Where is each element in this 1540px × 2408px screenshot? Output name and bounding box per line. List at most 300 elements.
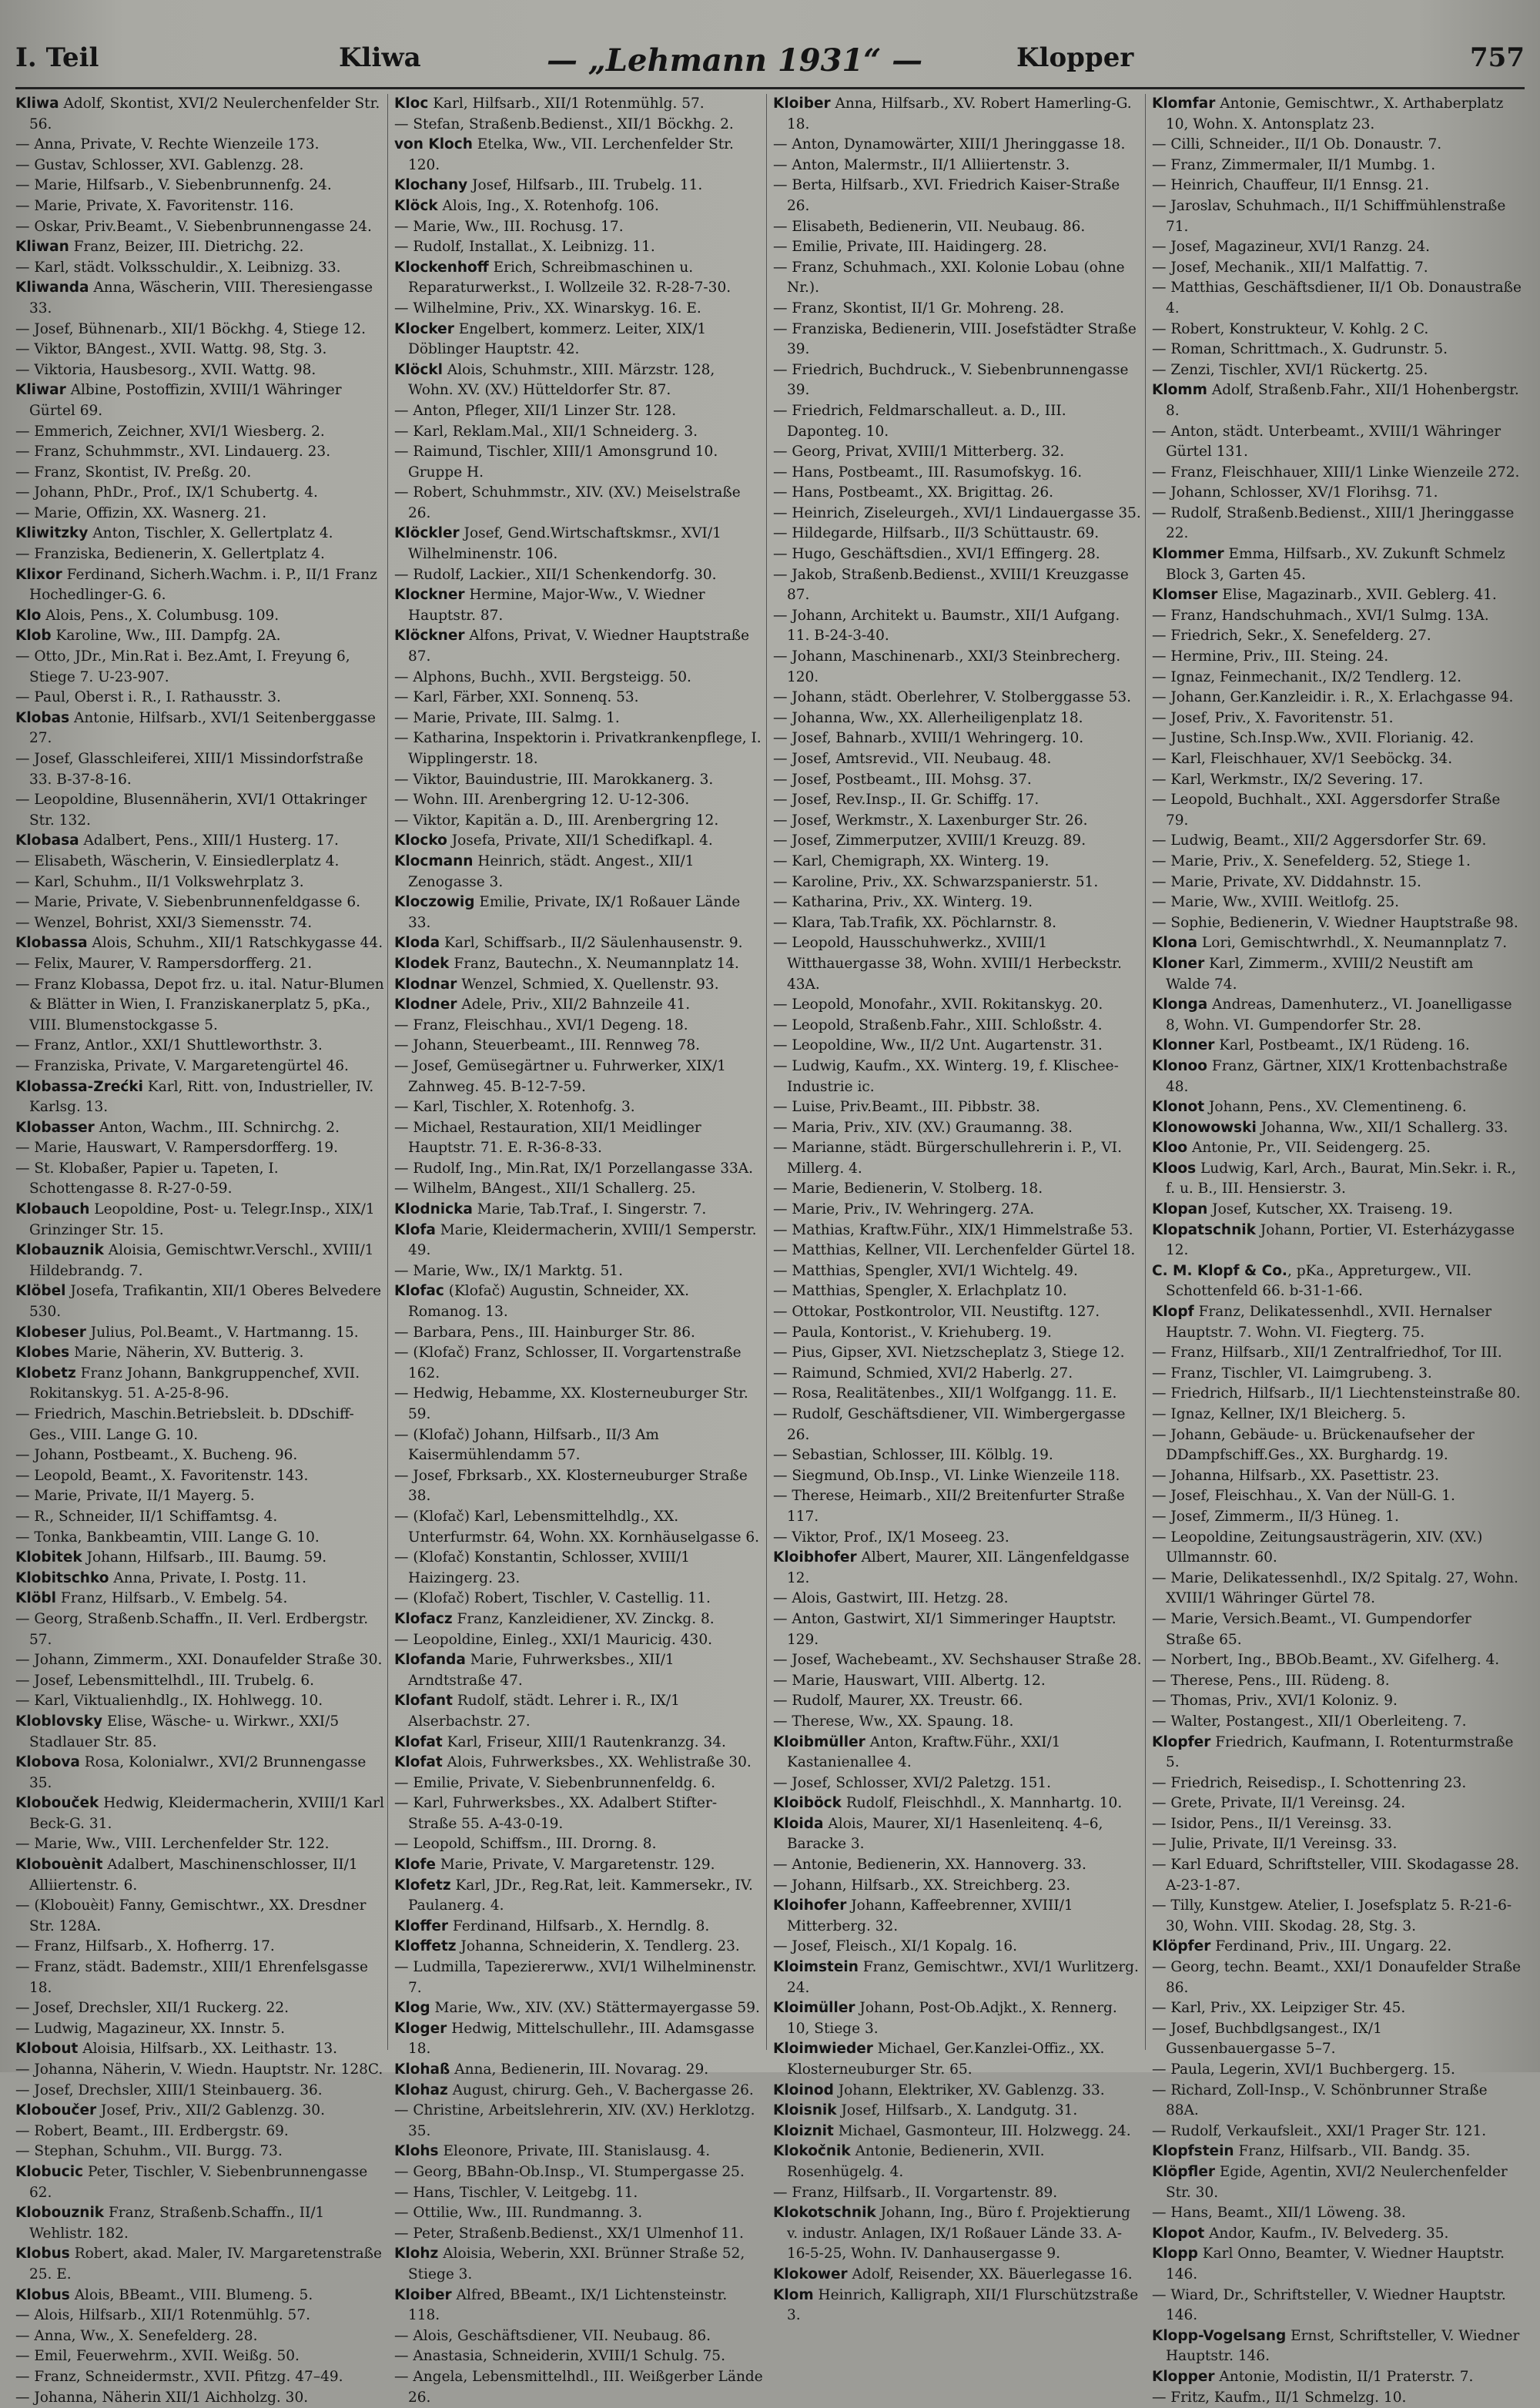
entry-text: — Maria, Priv., XIV. (XV.) Graumanng. 38. <box>773 1120 1073 1136</box>
page-header <box>15 42 1525 89</box>
entry-text: — Leopold, Monofahr., XVII. Rokitanskyg. 20. <box>773 996 1103 1013</box>
directory-entry <box>15 1896 384 1937</box>
directory-entry <box>1152 1118 1522 1139</box>
entry-text: — Franz, Schuhmach., XXI. Kolonie Lobau (ohne Nr.). <box>773 260 1125 296</box>
entry-text: — Marianne, städt. Bürgerschullehrerin i. P., VI. Millerg. 4. <box>773 1140 1122 1177</box>
directory-entry <box>773 258 1142 299</box>
entry-text: Etelka, Ww., VII. Lerchenfelder Str. 120. <box>408 136 734 173</box>
entry-text: — Karl, Schuhm., II/1 Volkswehrplatz 3. <box>15 874 304 890</box>
entry-surname: Klopot <box>1152 2225 1204 2242</box>
directory-entry <box>773 1445 1142 1466</box>
entry-surname: Klobas <box>15 710 69 726</box>
entry-text: Rudolf, städt. Lehrer i. R., IX/1 Alserbachstr. 27. <box>408 1693 680 1730</box>
entry-text: — Hermine, Priv., III. Steing. 24. <box>1152 648 1388 665</box>
directory-entry <box>1152 1425 1522 1466</box>
directory-entry <box>773 176 1142 216</box>
entry-text: — Stephan, Schuhm., VII. Burgg. 73. <box>15 2143 283 2159</box>
section-label: I. Teil <box>15 42 99 73</box>
entry-text: — Johann, Zimmerm., XXI. Donaufelder Straße 30. <box>15 1652 382 1668</box>
directory-entry <box>773 913 1142 934</box>
directory-entry <box>394 975 763 996</box>
entry-text: Peter, Tischler, V. Siebenbrunnengasse 62. <box>29 2164 367 2201</box>
entry-text: — Josef, Lebensmittelhdl., III. Trubelg. 6. <box>15 1673 314 1689</box>
directory-entry <box>394 2203 763 2224</box>
entry-text: , pKa., Appreturgew., VII. Schottenfeld 66. b-31-1-66. <box>1166 1263 1471 1300</box>
entry-surname: Kloimüller <box>773 2000 855 2016</box>
entry-surname: Kloffetz <box>394 1938 457 1954</box>
entry-surname: Klopper <box>1152 2369 1215 2385</box>
entry-text: Friedrich, Kaufmann, I. Rotenturmstraße 5. <box>1166 1734 1513 1771</box>
directory-entry <box>773 2203 1142 2265</box>
entry-surname: Kliwa <box>15 95 59 112</box>
directory-entry <box>15 135 384 156</box>
directory-entry <box>394 1281 763 1322</box>
entry-text: Anna, Hilfsarb., XV. Robert Hamerling-G. 18. <box>787 95 1132 132</box>
directory-entry <box>773 2265 1142 2286</box>
entry-surname: Klobus <box>15 2287 70 2303</box>
directory-entry <box>1152 2142 1522 2162</box>
directory-entry <box>394 1343 763 1384</box>
directory-entry <box>394 1609 763 1630</box>
entry-text: — Marie, Private, V. Siebenbrunnenfeldgasse 6. <box>15 894 360 910</box>
directory-entry <box>773 1733 1142 1773</box>
directory-entry <box>394 196 763 217</box>
entry-text: — Jaroslav, Schuhmach., II/1 Schiffmühlenstraße 71. <box>1152 198 1505 235</box>
directory-entry <box>15 831 384 852</box>
entry-text: — Karl, Werkmstr., IX/2 Severing. 17. <box>1152 772 1423 788</box>
entry-surname: Kliwanda <box>15 280 89 296</box>
entry-text: — Josef, Priv., X. Favoritenstr. 51. <box>1152 710 1394 726</box>
entry-text: — Marie, Private, XV. Diddahnstr. 15. <box>1152 874 1421 890</box>
directory-entry <box>394 2081 763 2102</box>
directory-entry <box>394 688 763 708</box>
entry-text: — Ignaz, Kellner, IX/1 Bleicherg. 5. <box>1152 1406 1406 1422</box>
entry-text: — Marie, Private, X. Favoritenstr. 116. <box>15 198 294 214</box>
entry-text: Johanna, Ww., XII/1 Schallerg. 33. <box>1257 1120 1508 1136</box>
directory-entry <box>394 1179 763 1200</box>
directory-entry <box>1152 831 1522 852</box>
entry-text: Marie, Fuhrwerksbes., XII/1 Arndtstraße 47. <box>408 1652 675 1689</box>
entry-text: — Justine, Sch.Insp.Ww., XVII. Florianig. 42. <box>1152 730 1474 746</box>
entry-surname: Kloo <box>1152 1140 1187 1156</box>
directory-entry <box>1152 1405 1522 1425</box>
entry-text: — Franz, Antlor., XXI/1 Shuttleworthstr. 3. <box>15 1037 323 1053</box>
directory-entry <box>1152 1159 1522 1200</box>
directory-entry <box>1152 340 1522 360</box>
entry-surname: Klocmann <box>394 853 473 869</box>
entry-text: — Norbert, Ing., BBOb.Beamt., XV. Gifelherg. 4. <box>1152 1652 1499 1668</box>
directory-entry <box>1152 728 1522 749</box>
entry-text: Alois, Ing., X. Rotenhofg. 106. <box>438 198 659 214</box>
entry-text: Elise, Wäsche- u. Wirkwr., XXI/5 Stadlauer Str. 85. <box>29 1713 339 1750</box>
entry-text: Karl, Ritt. von, Industrieller, IV. Karlsg. 13. <box>29 1079 373 1116</box>
entry-text: — Leopoldine, Ww., II/2 Unt. Augartenstr. 31. <box>773 1037 1103 1053</box>
directory-entry <box>1152 94 1522 135</box>
entry-text: Anton, Wachm., III. Schnirchg. 2. <box>95 1120 340 1136</box>
column-2 <box>394 94 767 2050</box>
directory-entry <box>773 1528 1142 1549</box>
entry-text: — Marie, Bedienerin, V. Stolberg. 18. <box>773 1181 1043 1197</box>
directory-entry <box>773 217 1142 238</box>
entry-text: — Georg, Privat, XVIII/1 Mitterberg. 32. <box>773 444 1064 460</box>
entry-surname: Kloos <box>1152 1160 1196 1177</box>
entry-text: — (Klofač) Johann, Hilfsarb., II/3 Am Kaisermühlendamm 57. <box>394 1427 659 1464</box>
entry-text: — Emil, Feuerwehrm., XVII. Weißg. 50. <box>15 2348 300 2364</box>
directory-entry <box>394 2286 763 2326</box>
entry-text: Hedwig, Mittelschullehr., III. Adamsgasse 18. <box>408 2021 755 2058</box>
directory-entry <box>15 278 384 319</box>
entry-surname: Klopp-Vogelsang <box>1152 2328 1286 2344</box>
directory-entry <box>394 995 763 1016</box>
entry-text: Franz, Straßenb.Schaffn., II/1 Wehlistr. 182. <box>29 2205 324 2242</box>
directory-entry <box>394 94 763 115</box>
directory-entry <box>15 2039 384 2060</box>
entry-text: — Franz, Hilfsarb., X. Hofherrg. 17. <box>15 1938 275 1954</box>
directory-entry <box>15 1036 384 1057</box>
entry-surname: Klonoo <box>1152 1058 1207 1074</box>
entry-text: — Franz, städt. Bademstr., XIII/1 Ehrenfelsgasse 18. <box>15 1959 368 1996</box>
entry-surname: Klopatschnik <box>1152 1222 1256 1238</box>
directory-entry <box>1152 1937 1522 1958</box>
directory-entry <box>394 1773 763 1794</box>
entry-text: — Marie, Priv., X. Senefelderg. 52, Stiege 1. <box>1152 853 1471 869</box>
entry-text: — Franz, Schuhmmstr., XVI. Lindauerg. 23. <box>15 444 330 460</box>
directory-entry <box>1152 1528 1522 1569</box>
entry-text: — Emilie, Private, V. Siebenbrunnenfeldg. 6. <box>394 1775 715 1791</box>
directory-entry <box>15 2162 384 2203</box>
directory-entry <box>773 1016 1142 1037</box>
directory-entry <box>773 2039 1142 2080</box>
entry-surname: Kloczowig <box>394 894 475 910</box>
directory-entry <box>394 2244 763 2285</box>
entry-text: — Josef, Gemüsegärtner u. Fuhrwerker, XIX/1 Zahnweg. 45. B-12-7-59. <box>394 1058 726 1095</box>
directory-entry <box>1152 749 1522 770</box>
directory-entry <box>15 1834 384 1855</box>
entry-text: — Tonka, Bankbeamtin, VIII. Lange G. 10. <box>15 1529 320 1546</box>
entry-text: Rosa, Kolonialwr., XVI/2 Brunnengasse 35. <box>29 1754 366 1791</box>
entry-text: — Leopold, Straßenb.Fahr., XIII. Schloßstr. 4. <box>773 1017 1103 1033</box>
directory-entry <box>394 483 763 524</box>
entry-text: — Viktor, Kapitän a. D., III. Arenbergring 12. <box>394 812 718 829</box>
entry-text: Michael, Ger.Kanzlei-Offiz., XX. Klosterneuburger Str. 65. <box>787 2041 1104 2078</box>
directory-entry <box>773 1609 1142 1650</box>
entry-surname: Klokočnik <box>773 2143 851 2159</box>
directory-entry <box>773 524 1142 544</box>
entry-surname: Klofanda <box>394 1652 466 1668</box>
entry-text: — Friedrich, Buchdruck., V. Siebenbrunnengasse 39. <box>773 362 1128 399</box>
entry-text: — Anna, Private, V. Rechte Wienzeile 173. <box>15 136 320 152</box>
entry-text: — Rudolf, Geschäftsdiener, VII. Wimbergergasse 26. <box>773 1406 1125 1443</box>
entry-text: Adolf, Reisender, XX. Bäuerlegasse 16. <box>848 2266 1133 2282</box>
entry-text: — Josef, Werkmstr., X. Laxenburger Str. 26. <box>773 812 1088 829</box>
entry-text: — Antonie, Bedienerin, XX. Hannoverg. 33. <box>773 1857 1086 1873</box>
entry-text: — Robert, Konstrukteur, V. Kohlg. 2 C. <box>1152 321 1428 337</box>
directory-entry <box>15 483 384 504</box>
entry-text: — Josef, Zimmerputzer, XVIII/1 Kreuzg. 89. <box>773 832 1086 849</box>
directory-entry <box>15 2203 384 2244</box>
entry-text: — Matthias, Spengler, X. Erlachplatz 10. <box>773 1283 1067 1299</box>
entry-text: — Leopoldine, Blusennäherin, XVI/1 Ottakringer Str. 132. <box>15 792 367 829</box>
directory-entry <box>773 442 1142 463</box>
entry-surname: Klobasser <box>15 1120 95 1136</box>
directory-entry <box>773 544 1142 565</box>
entry-text: — Rudolf, Ing., Min.Rat, IX/1 Porzellangasse 33A. <box>394 1160 753 1177</box>
entry-text: — Paul, Oberst i. R., I. Rathausstr. 3. <box>15 689 281 705</box>
entry-text: — Alphons, Buchh., XVII. Bergsteigg. 50. <box>394 669 691 685</box>
entry-text: Antonie, Hilfsarb., XVI/1 Seitenberggasse 27. <box>29 710 376 747</box>
entry-text: Anton, Kraftw.Führ., XXI/1 Kastanienallee 4. <box>787 1734 1060 1771</box>
entry-text: — Berta, Hilfsarb., XVI. Friedrich Kaiser-Straße 26. <box>773 177 1120 214</box>
entry-text: — Ludmilla, Tapeziererww., XVI/1 Wilhelminenstr. 7. <box>394 1959 756 1996</box>
entry-text: — Rudolf, Maurer, XX. Treustr. 66. <box>773 1693 1023 1709</box>
directory-entry <box>773 831 1142 852</box>
entry-text: — Anton, städt. Unterbeamt., XVIII/1 Währinger Gürtel 131. <box>1152 424 1501 461</box>
entry-text: Andor, Kaufm., IV. Belvederg. 35. <box>1204 2225 1448 2242</box>
directory-entry <box>1152 156 1522 176</box>
directory-entry <box>1152 1896 1522 1937</box>
entry-text: — Emilie, Private, III. Haidingerg. 28. <box>773 239 1047 255</box>
directory-entry <box>773 893 1142 913</box>
entry-text: Adalbert, Pens., XIII/1 Husterg. 17. <box>79 832 339 849</box>
directory-entry <box>15 1569 384 1589</box>
entry-text: — Leopold, Beamt., X. Favoritenstr. 143. <box>15 1468 308 1484</box>
directory-entry <box>15 504 384 524</box>
directory-entry <box>773 1998 1142 2039</box>
entry-text: — Peter, Straßenb.Bedienst., XX/1 Ulmenhof 11. <box>394 2225 744 2242</box>
directory-entry <box>1152 1671 1522 1692</box>
directory-entry <box>1152 2388 1522 2408</box>
entry-surname: Klohaß <box>394 2061 450 2078</box>
directory-entry <box>1152 688 1522 708</box>
directory-entry <box>394 422 763 443</box>
entry-text: Antonie, Gemischtwr., X. Arthaberplatz 10, Wohn. X. Antonsplatz 23. <box>1166 95 1503 132</box>
directory-entry <box>773 852 1142 872</box>
directory-entry <box>773 1405 1142 1445</box>
directory-entry <box>1152 1712 1522 1733</box>
directory-entry <box>1152 1793 1522 1814</box>
directory-entry <box>773 565 1142 606</box>
entry-text: — Sophie, Bedienerin, V. Wiedner Hauptstraße 98. <box>1152 915 1518 931</box>
entry-surname: Klobouček <box>15 1795 99 1811</box>
entry-text: — Leopoldine, Einleg., XXI/1 Mauricig. 430. <box>394 1632 712 1648</box>
entry-text: Heinrich, Kalligraph, XII/1 Flurschützstraße 3. <box>787 2287 1138 2324</box>
directory-entry <box>1152 1302 1522 1343</box>
entry-text: — Rudolf, Lackier., XII/1 Schenkendorfg. 30. <box>394 567 717 583</box>
entry-text: — Johann, Ger.Kanzleidir. i. R., X. Erlachgasse 94. <box>1152 689 1513 705</box>
entry-surname: Klobus <box>15 2246 70 2262</box>
entry-surname: Klopfstein <box>1152 2143 1234 2159</box>
directory-entry <box>15 463 384 484</box>
directory-entry <box>394 2142 763 2162</box>
directory-entry <box>1152 176 1522 196</box>
directory-entry <box>15 544 384 565</box>
entry-text: Adele, Priv., XII/2 Bahnzeile 41. <box>457 996 690 1013</box>
directory-entry <box>15 1364 384 1405</box>
directory-entry <box>1152 1814 1522 1835</box>
directory-entry <box>15 626 384 647</box>
entry-text: Karoline, Ww., III. Dampfg. 2A. <box>52 628 281 644</box>
entry-text: — Wohn. III. Arenbergring 12. U-12-306. <box>394 792 689 808</box>
entry-text: — Hans, Beamt., XII/1 Löweng. 38. <box>1152 2205 1406 2221</box>
directory-entry <box>394 1323 763 1344</box>
directory-entry <box>1152 872 1522 893</box>
entry-text: — Josef, Mechanik., XII/1 Malfattig. 7. <box>1152 260 1428 276</box>
directory-entry <box>15 217 384 238</box>
directory-entry <box>15 1159 384 1200</box>
entry-text: — Franz, Tischler, VI. Laimgrubeng. 3. <box>1152 1365 1432 1382</box>
directory-entry <box>15 933 384 954</box>
directory-entry <box>1152 2244 1522 2285</box>
directory-entry <box>394 1650 763 1691</box>
directory-entry <box>394 217 763 238</box>
entry-surname: Klobucic <box>15 2164 83 2180</box>
entry-surname: Kliwan <box>15 239 69 255</box>
directory-entry <box>773 1200 1142 1221</box>
entry-text: — Josef, Drechsler, XII/1 Ruckerg. 22. <box>15 2000 289 2016</box>
entry-text: Karl, JDr., Reg.Rat, leit. Kammersekr., IV. Paulanerg. 4. <box>408 1877 753 1914</box>
directory-entry <box>773 728 1142 749</box>
entry-text: Robert, akad. Maler, IV. Margaretenstraße 25. E. <box>29 2246 382 2282</box>
entry-text: Emilie, Private, IX/1 Roßauer Lände 33. <box>408 894 740 931</box>
directory-entry <box>15 1445 384 1466</box>
entry-surname: Kloiznit <box>773 2123 834 2139</box>
entry-text: — Friedrich, Maschin.Betriebsleit. b. DDschiff-Ges., VIII. Lange G. 10. <box>15 1406 354 1443</box>
entry-text: — (Klofač) Konstantin, Schlosser, XVIII/1 Haizingerg. 23. <box>394 1549 690 1586</box>
directory-entry <box>1152 2286 1522 2326</box>
directory-entry <box>15 1138 384 1159</box>
entry-surname: Klöckl <box>394 362 443 378</box>
directory-entry <box>15 1958 384 1998</box>
directory-entry <box>15 893 384 913</box>
directory-entry <box>1152 1958 1522 1998</box>
directory-entry <box>1152 1466 1522 1487</box>
directory-entry <box>15 176 384 196</box>
entry-text: — Anton, Pfleger, XII/1 Linzer Str. 128. <box>394 403 676 419</box>
entry-surname: Kloffer <box>394 1918 448 1934</box>
directory-entry <box>773 995 1142 1016</box>
entry-surname: Klog <box>394 2000 430 2016</box>
directory-entry <box>394 1937 763 1958</box>
entry-surname: Klöckner <box>394 628 465 644</box>
entry-surname: Klopp <box>1152 2246 1198 2262</box>
directory-entry <box>773 401 1142 442</box>
entry-surname: Kloimstein <box>773 1959 859 1975</box>
entry-surname: Klodner <box>394 996 457 1013</box>
directory-entry <box>1152 135 1522 156</box>
directory-entry <box>15 1507 384 1528</box>
entry-text: — Josef, Fleisch., XI/1 Kopalg. 16. <box>773 1938 1017 1954</box>
directory-entry <box>773 1036 1142 1057</box>
entry-text: Ferdinand, Sicherh.Wachm. i. P., II/1 Franz Hochedlinger-G. 6. <box>29 567 377 604</box>
entry-text: — Karl Eduard, Schriftsteller, VIII. Skodagasse 28. A-23-1-87. <box>1152 1857 1519 1894</box>
directory-entry <box>773 2183 1142 2204</box>
entry-text: — Friedrich, Feldmarschalleut. a. D., III. Daponteg. 10. <box>773 403 1066 440</box>
directory-entry <box>1152 852 1522 872</box>
directory-entry <box>1152 1569 1522 1609</box>
directory-entry <box>394 1998 763 2019</box>
directory-entry <box>773 1384 1142 1405</box>
entry-text: Ludwig, Karl, Arch., Baurat, Min.Sekr. i. R., f. u. B., III. Hensierstr. 3. <box>1166 1160 1516 1197</box>
entry-text: — Karl, Fuhrwerksbes., XX. Adalbert Stifter-Straße 55. A-43-0-19. <box>394 1795 717 1832</box>
directory-entry <box>773 2081 1142 2102</box>
entry-text: Alfons, Privat, V. Wiedner Hauptstraße 87. <box>408 628 749 665</box>
directory-entry <box>1152 504 1522 544</box>
directory-entry <box>773 1814 1142 1855</box>
column-3 <box>773 94 1146 2050</box>
directory-entry <box>773 811 1142 832</box>
entry-surname: Kloner <box>1152 956 1204 972</box>
entry-text: — Tilly, Kunstgew. Atelier, I. Josefsplatz 5. R-21-6-30, Wohn. VIII. Skodag. 28, Stg. 3. <box>1152 1897 1512 1934</box>
entry-surname: Klöpfer <box>1152 1938 1210 1954</box>
directory-entry <box>773 1937 1142 1958</box>
directory-entry <box>15 565 384 606</box>
entry-text: — Franz, Zimmermaler, II/1 Mumbg. 1. <box>1152 157 1435 173</box>
directory-entry <box>1152 1733 1522 1773</box>
entry-text: — Josef, Schlosser, XVI/2 Paletzg. 151. <box>773 1775 1051 1791</box>
entry-text: — Viktor, BAngest., XVII. Wattg. 98, Stg. 3. <box>15 341 326 357</box>
directory-entry <box>773 1793 1142 1814</box>
entry-text: — Johann, Maschinenarb., XXI/3 Steinbrecherg. 120. <box>773 648 1120 685</box>
directory-entry <box>1152 1200 1522 1221</box>
directory-entry <box>773 1650 1142 1671</box>
directory-entry <box>1152 893 1522 913</box>
entry-text: — Felix, Maurer, V. Rampersdorfferg. 21. <box>15 956 312 972</box>
entry-surname: Kloibmüller <box>773 1734 865 1750</box>
directory-entry <box>773 2122 1142 2142</box>
entry-text: — Marie, Ww., IX/1 Marktg. 51. <box>394 1263 623 1279</box>
directory-entry <box>394 442 763 483</box>
directory-entry <box>15 975 384 1037</box>
directory-entry <box>394 135 763 176</box>
directory-entry <box>773 2101 1142 2122</box>
entry-text: — St. Klobaßer, Papier u. Tapeten, I. Schottengasse 8. R-27-0-59. <box>15 1160 279 1197</box>
entry-text: Aloisia, Gemischtwr.Verschl., XVIII/1 Hildebrandg. 7. <box>29 1242 373 1279</box>
directory-entry <box>394 1036 763 1057</box>
entry-text: — Leopold, Buchhalt., XXI. Aggersdorfer Straße 79. <box>1152 792 1500 829</box>
directory-entry <box>1152 483 1522 504</box>
entry-text: — Marie, Priv., IV. Wehringerg. 27A. <box>773 1201 1034 1217</box>
directory-entry <box>1152 2060 1522 2081</box>
entry-surname: Kloger <box>394 2021 447 2037</box>
entry-columns <box>15 94 1525 2050</box>
entry-surname: Klopan <box>1152 1201 1207 1217</box>
entry-text: Ferdinand, Hilfsarb., X. Herndlg. 8. <box>448 1918 709 1934</box>
entry-text: Johann, Post-Ob.Adjkt., X. Rennerg. 10, Stiege 3. <box>787 2000 1117 2037</box>
directory-entry <box>773 1241 1142 1261</box>
entry-text: Alois, Pens., X. Columbusg. 109. <box>41 608 279 624</box>
entry-surname: Klobout <box>15 2041 78 2057</box>
directory-entry <box>15 749 384 790</box>
directory-entry <box>394 728 763 769</box>
entry-text: Franz, Gemischtwr., XVI/1 Wurlitzerg. 24. <box>787 1959 1139 1996</box>
directory-entry <box>773 94 1142 135</box>
entry-surname: Klonot <box>1152 1099 1204 1115</box>
entry-text: — Karl, Tischler, X. Rotenhofg. 3. <box>394 1099 635 1115</box>
directory-entry <box>394 1118 763 1159</box>
entry-surname: Kloiber <box>773 95 831 112</box>
entry-text: — Josef, Bahnarb., XVIII/1 Wehringerg. 10. <box>773 730 1083 746</box>
column-1 <box>15 94 388 2050</box>
entry-text: — Karl, Priv., XX. Leipziger Str. 45. <box>1152 2000 1405 2016</box>
directory-entry <box>15 913 384 934</box>
directory-entry <box>1152 2326 1522 2367</box>
entry-text: — Paula, Kontorist., V. Kriehuberg. 19. <box>773 1325 1052 1341</box>
entry-text: — Karoline, Priv., XX. Schwarzspanierstr. 51. <box>773 874 1098 890</box>
directory-entry <box>1152 647 1522 668</box>
directory-entry <box>15 320 384 340</box>
directory-entry <box>1152 1384 1522 1405</box>
directory-entry <box>773 1364 1142 1385</box>
